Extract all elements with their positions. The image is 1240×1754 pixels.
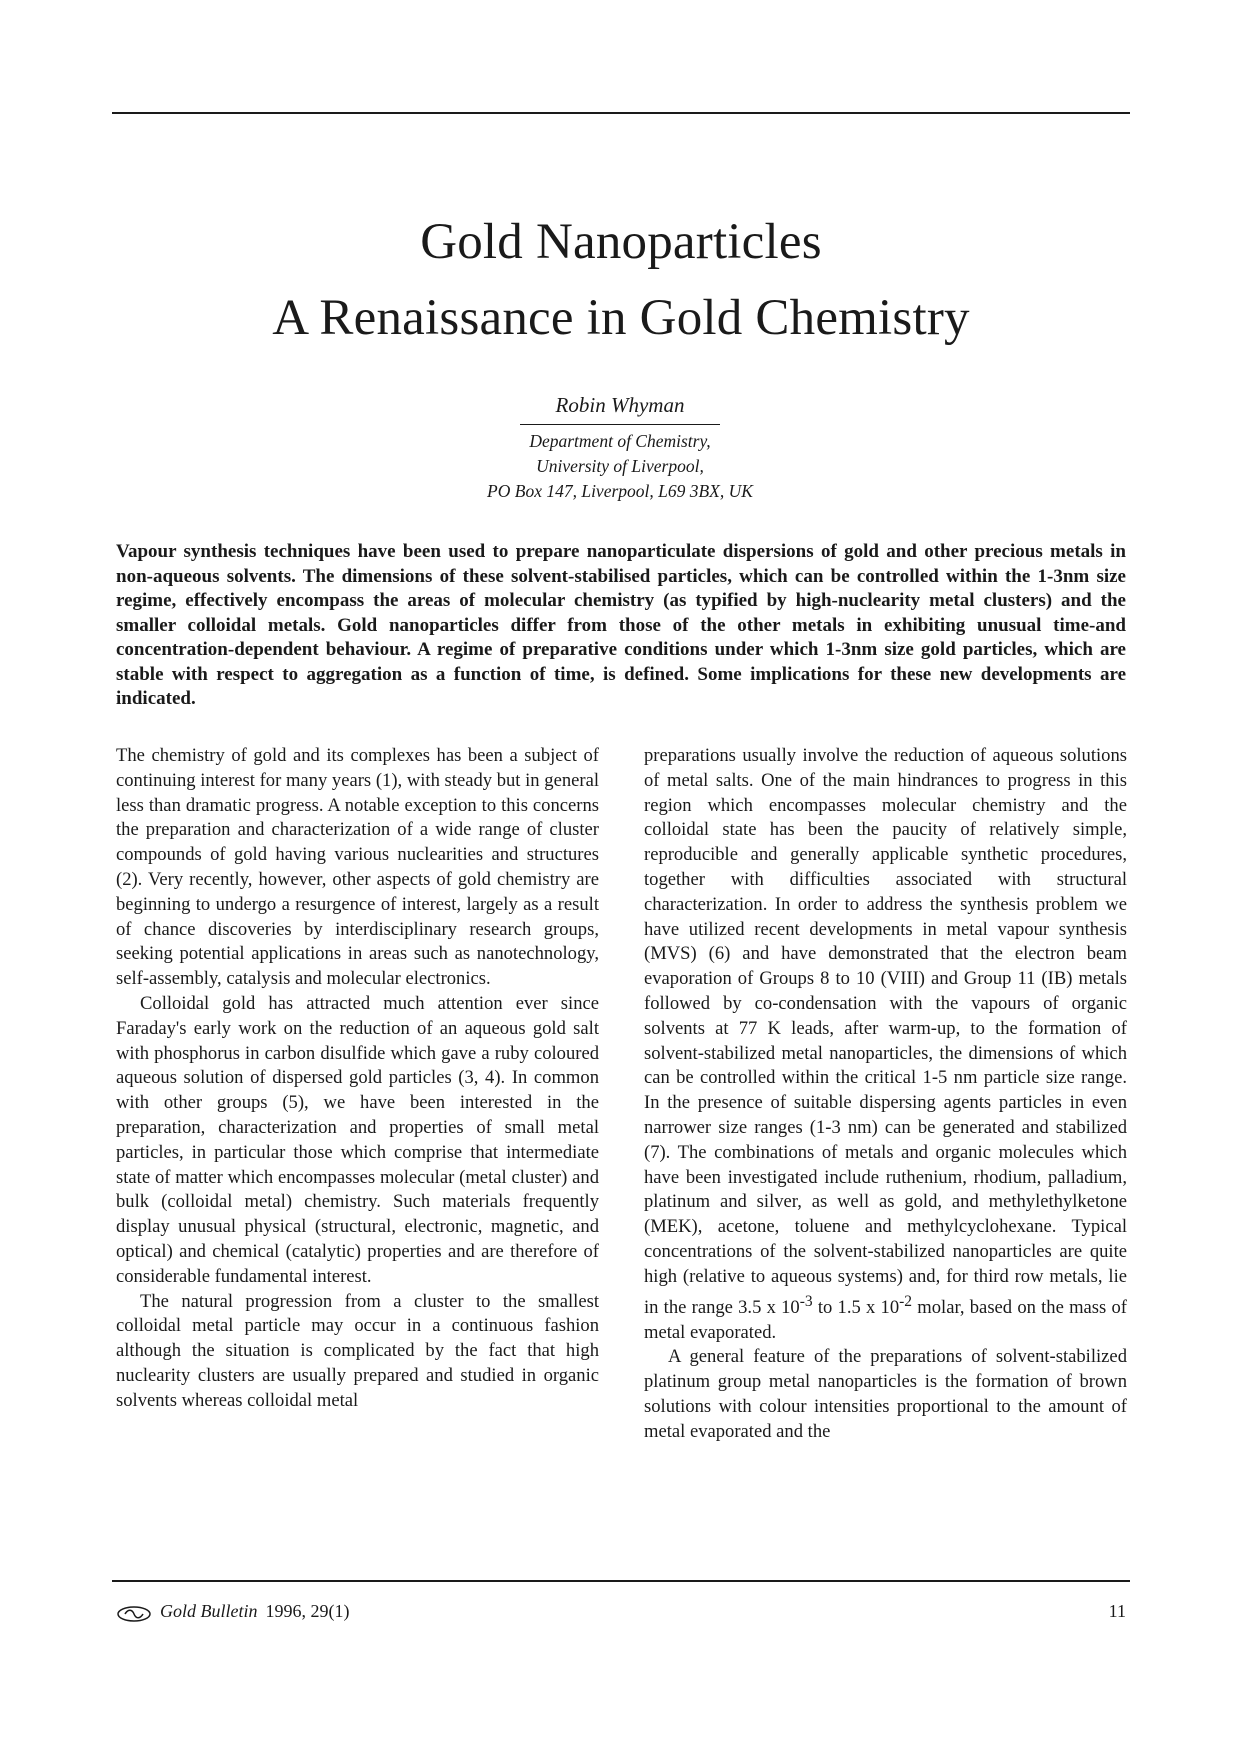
body-column-left — [116, 744, 599, 1414]
body-column-right — [644, 744, 1127, 1445]
title-line-2: A Renaissance in Gold Chemistry — [272, 290, 970, 346]
affiliation-address: PO Box 147, Liverpool, L69 3BX, UK — [487, 481, 753, 501]
superscript-exponent: -2 — [899, 1292, 913, 1310]
journal-issue: 1996, 29(1) — [265, 1601, 350, 1621]
body-paragraph: Colloidal gold has attracted much attention ever since Faraday's early work on the reduction of an aqueous gold salt with phosphorus in carbon disulfide which gave a ruby coloured aqueous solution of dispersed gold particles (3, 4). In common with other groups (5), we have been interested in the preparation, characterization and properties of small metal particles, in particular those which comprise that intermediate state of matter which encompasses molecular (metal cluster) and bulk (colloidal metal) chemistry. Such materials frequently display unusual physical (structural, electronic, magnetic, and optical) and chemical (catalytic) properties and are therefore of considerable fundamental interest. — [116, 992, 599, 1287]
author-divider — [520, 424, 720, 425]
body-paragraph: The chemistry of gold and its complexes has been a subject of continuing interest for many years (1), with steady but in general less than dramatic progress. A notable exception to this concerns the preparation and characterization of a wide range of cluster compounds of gold having various nuclearities and structures (2). Very recently, however, other aspects of gold chemistry are beginning to undergo a resurgence of interest, largely as a result of chance discoveries by interdisciplinary research groups, seeking potential applications in areas such as nanotechnology, self-assembly, catalysis and molecular electronics. — [116, 745, 599, 990]
author-name: Robin Whyman — [555, 393, 685, 417]
body-text: preparations usually involve the reduction of aqueous solutions of metal salts. One of the main hindrances to progress in this region which encompasses molecular chemistry and the colloidal state has been the paucity of relatively simple, reproducible and generally applicable synthetic procedures, together with difficulties associated with structural characterization. In order to address the synthesis problem we have utilized recent developments in metal vapour synthesis (MVS) (6) and have demonstrated that the electron beam evaporation of Groups 8 to 10 (VIII) and Group 11 (IB) metals followed by co-condensation with the vapours of organic solvents at 77 K leads, after warm-up, to the formation of solvent-stabilized metal nanoparticles, the dimensions of which can be controlled within the critical 1-5 nm particle size range. In the presence of suitable dispersing agents particles in even narrower size ranges (1-3 nm) can be generated and stabilized (7). The combinations of metals and organic molecules which have been investigated include ruthenium, rhodium, palladium, platinum and silver, as well as gold, and methylethylketone (MEK), acetone, toluene and methylcyclohexane. Typical concentrations of the solvent-stabilized nanoparticles are quite high (relative to aqueous systems) and, for third row metals, lie in the range 3.5 x 10 — [644, 745, 1127, 1318]
journal-name: Gold Bulletin — [160, 1601, 258, 1621]
header-rule — [112, 112, 1130, 114]
affiliation-university: University of Liverpool, — [536, 456, 704, 476]
affiliation-department: Department of Chemistry, — [529, 431, 711, 451]
body-paragraph: The natural progression from a cluster to the smallest colloidal metal particle may occur in a continuous fashion although the situation is complicated by the fact that high nuclearity clusters are usually prepared and studied in organic solvents whereas colloidal metal — [116, 1290, 599, 1411]
abstract: Vapour synthesis techniques have been used to prepare nanoparticulate dispersions of gold and other precious metals in non-aqueous solvents. The dimensions of these solvent-stabilised particles, which can be controlled within the 1-3nm size regime, effectively encompass the areas of molecular chemistry (as typified by high-nuclearity metal clusters) and the smaller colloidal metals. Gold nanoparticles differ from those of the other metals in exhibiting unusual time-and concentration-dependent behaviour. A regime of preparative conditions under which 1-3nm size gold particles, which are stable with respect to aggregation as a function of time, is defined. Some implications for these new developments are indicated. — [116, 541, 1126, 709]
body-text: molar, based on the mass of metal evaporated. — [644, 1296, 1127, 1343]
superscript-exponent: -3 — [799, 1292, 813, 1310]
body-paragraph: A general feature of the preparations of solvent-stabilized platinum group metal nanoparticles is the formation of brown solutions with colour intensities proportional to the amount of metal evaporated and the — [644, 1346, 1127, 1442]
body-text: to 1.5 x 10 — [812, 1296, 900, 1318]
body-paragraph — [644, 744, 1127, 1345]
page-footer — [116, 1596, 1126, 1626]
author-block — [420, 390, 820, 504]
article-title — [112, 204, 1130, 356]
journal-citation — [116, 1596, 350, 1626]
title-line-1: Gold Nanoparticles — [420, 214, 822, 270]
page-number: 11 — [1108, 1601, 1126, 1621]
gold-bulletin-logo-icon — [116, 1602, 152, 1620]
footer-rule — [112, 1580, 1130, 1582]
